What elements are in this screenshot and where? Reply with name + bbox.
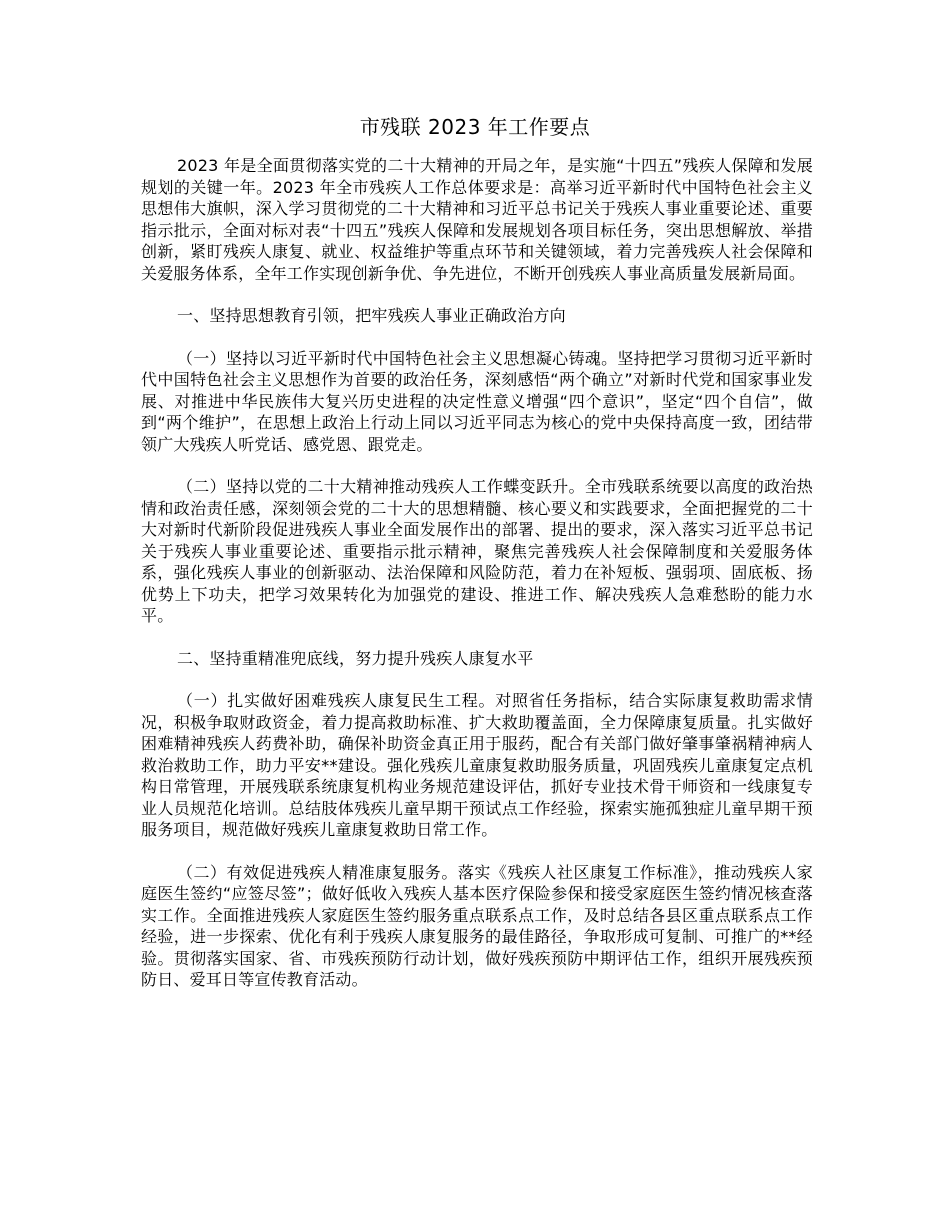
section-2-heading: 二、坚持重精准兜底线，努力提升残疾人康复水平 xyxy=(177,648,534,668)
document-title: 市残联 2023 年工作要点 xyxy=(359,115,591,139)
document-body xyxy=(141,155,813,1012)
section-2-paragraph-1: （一）扎实做好困难残疾人康复民生工程。对照省任务指标，结合实际康复救助需求情况，积极争取财政资金，着力提高救助标准、扩大救助覆盖面，全力保障康复质量。扎实做好困难精神残疾人药费补助，确保补助资金真正用于服药，配合有关部门做好肇事肇祸精神病人救治救助工作，助力平安**建设。强化残疾儿童康复救助服务质量，巩固残疾儿童康复定点机构日常管理，开展残联系统康复机构业务规范建设评估，抓好专业技术骨干师资和一线康复专业人员规范化培训。总结肢体残疾儿童早期干预试点工作经验，探索实施孤独症儿童早期干预服务项目，规范做好残疾儿童康复救助日常工作。 xyxy=(141,691,813,839)
section-1-paragraph-1: （一）坚持以习近平新时代中国特色社会主义思想凝心铸魂。坚持把学习贯彻习近平新时代中国特色社会主义思想作为首要的政治任务，深刻感悟“两个确立”对新时代党和国家事业发展、对推进中华民族伟大复兴历史进程的决定性意义增强“四个意识”，坚定“四个自信”，做到“两个维护”，在思想上政治上行动上同以习近平同志为核心的党中央保持高度一致，团结带领广大残疾人听党话、感党恩、跟党走。 xyxy=(141,348,813,454)
section-1-paragraph-2: （二）坚持以党的二十大精神推动残疾人工作蝶变跃升。全市残联系统要以高度的政治热情和政治责任感，深刻领会党的二十大的思想精髓、核心要义和实践要求，全面把握党的二十大对新时代新阶段促进残疾人事业全面发展作出的部署、提出的要求，深入落实习近平总书记关于残疾人事业重要论述、重要指示批示精神，聚焦完善残疾人社会保障制度和关爱服务体系，强化残疾人事业的创新驱动、法治保障和风险防范，着力在补短板、强弱项、固底板、扬优势上下功夫，把学习效果转化为加强党的建设、推进工作、解决残疾人急难愁盼的能力水平。 xyxy=(141,477,813,625)
intro-paragraph: 2023 年是全面贯彻落实党的二十大精神的开局之年，是实施“十四五”残疾人保障和发展规划的关键一年。2023 年全市残疾人工作总体要求是：高举习近平新时代中国特色社会主义思想伟大旗帜，深入学习贯彻党的二十大精神和习近平总书记关于残疾人事业重要论述、重要指示批示，全面对标对表“十四五”残疾人保障和发展规划各项目标任务，突出思想解放、举措创新，紧盯残疾人康复、就业、权益维护等重点环节和关键领域，着力完善残疾人社会保障和关爱服务体系，全年工作实现创新争优、争先进位，不断开创残疾人事业高质量发展新局面。 xyxy=(141,156,813,283)
section-1-heading: 一、坚持思想教育引领，把牢残疾人事业正确政治方向 xyxy=(177,306,566,325)
section-2-paragraph-2: （二）有效促进残疾人精准康复服务。落实《残疾人社区康复工作标准》，推动残疾人家庭医生签约“应签尽签”；做好低收入残疾人基本医疗保险参保和接受家庭医生签约情况核查落实工作。全面推进残疾人家庭医生签约服务重点联系点工作，及时总结各县区重点联系点工作经验，进一步探索、优化有利于残疾人康复服务的最佳路径，争取形成可复制、可推广的**经验。贯彻落实国家、省、市残疾预防行动计划，做好残疾预防中期评估工作，组织开展残疾预防日、爱耳日等宣传教育活动。 xyxy=(141,862,813,989)
